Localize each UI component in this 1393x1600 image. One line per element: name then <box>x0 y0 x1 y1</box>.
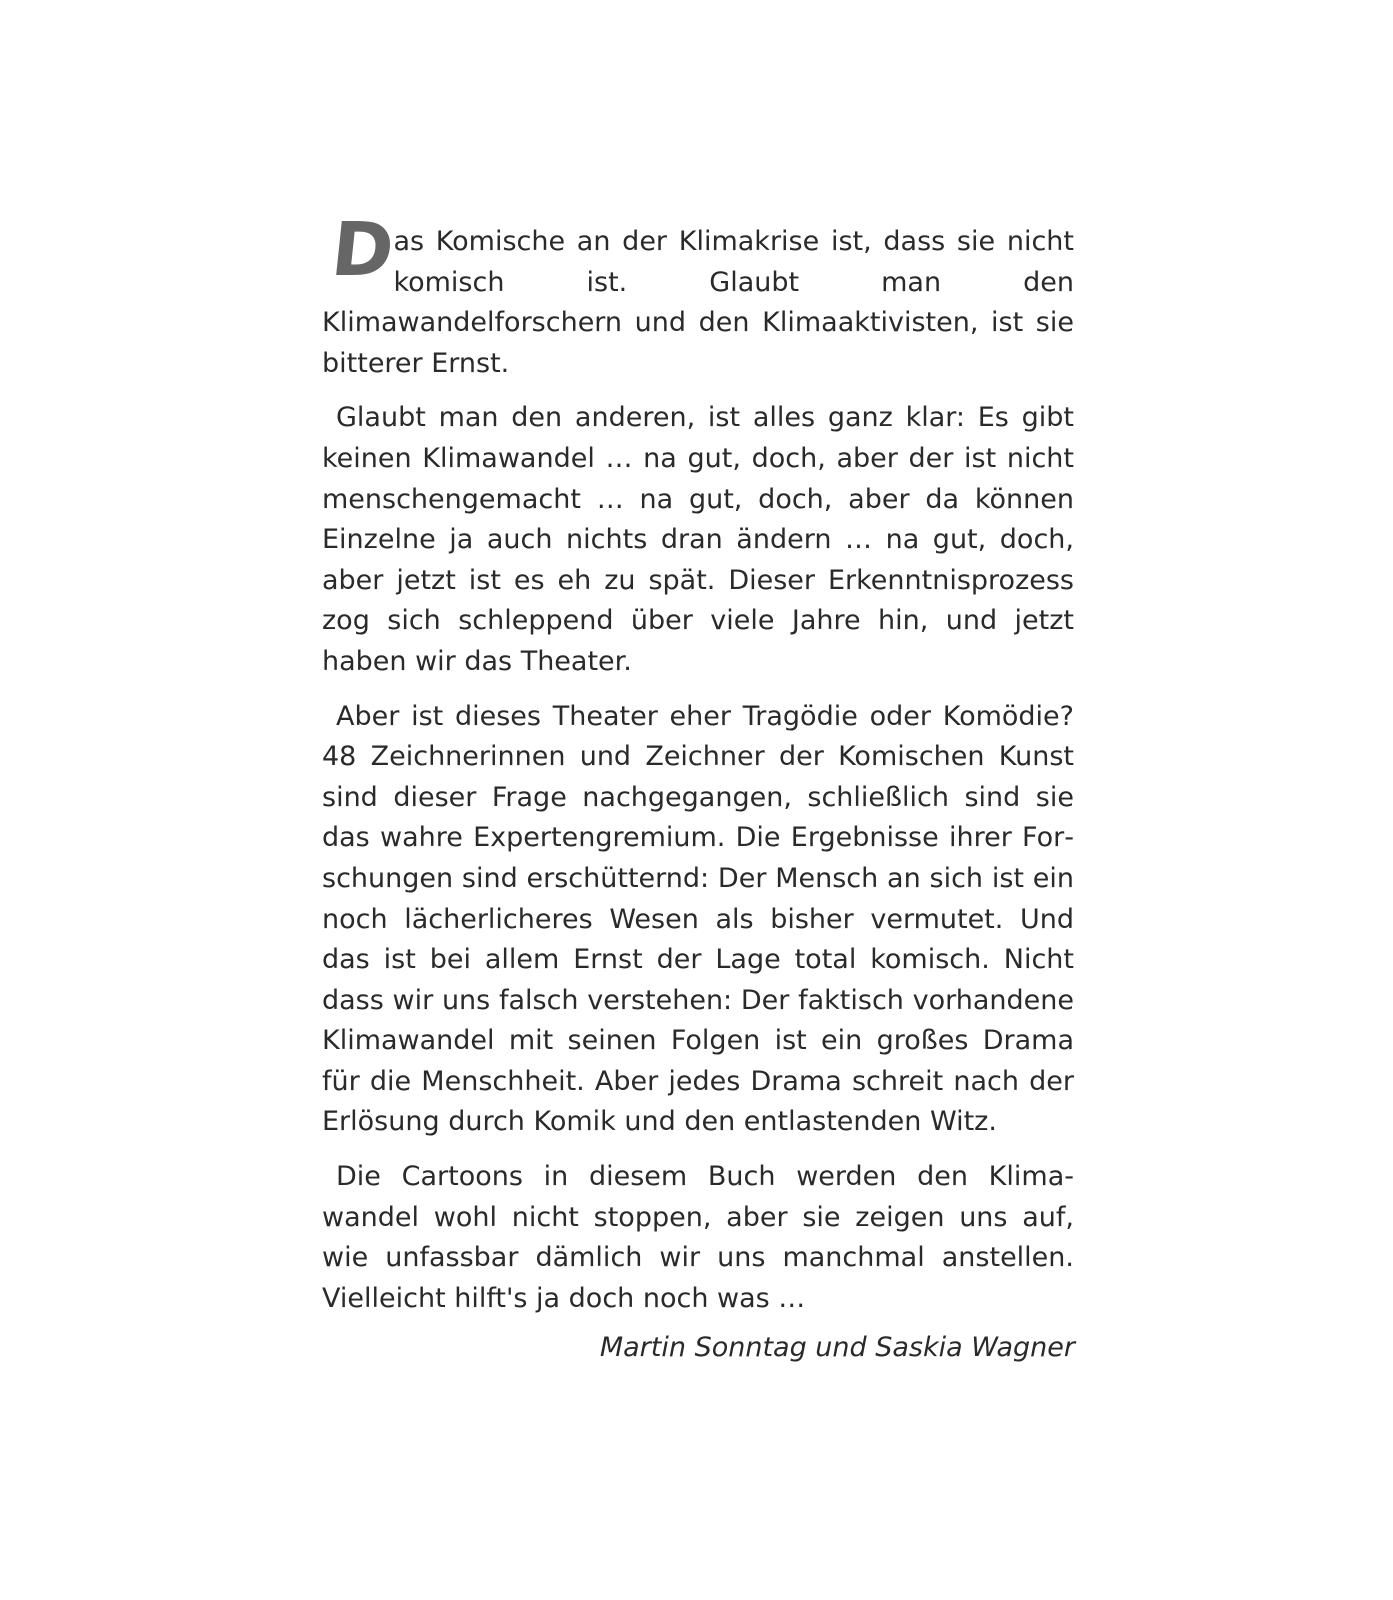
paragraph-3: Aber ist dieses Theater eher Tragödie oder Komödie? 48 Zeichnerinnen und Zeichner der Komischen Kunst sind dieser Frage nachgegangen, schließlich sind sie das wahre Expertengremium. Die Ergebnisse ihrer Forschungen sind erschütternd: Der Mensch an sich ist ein noch lächerlicheres Wesen als bisher vermutet. Und das ist bei allem Ernst der Lage total komisch. Nicht dass wir uns falsch verstehen: Der faktisch vorhandene Klimawandel mit seinen Folgen ist ein großes Drama für die Menschheit. Aber jedes Drama schreit nach der Erlösung durch Komik und den entlastenden Witz. <box>322 700 1074 1138</box>
paragraph-4: Die Cartoons in diesem Buch werden den Klimawandel wohl nicht stoppen, aber sie zeigen uns auf, wie unfassbar dämlich wir uns manchmal anstellen. Vielleicht hilft's ja doch noch was … <box>322 1161 1074 1314</box>
paragraph-1 <box>322 207 1074 384</box>
paragraph-1-text: as Komische an der Klimakrise ist, dass sie nicht komisch ist. Glaubt man den Klimawandelforschern und den Klimaaktivisten, ist sie bitterer Ernst. <box>322 226 1074 379</box>
drop-cap-letter: D <box>327 207 396 293</box>
intro-text <box>322 207 1074 1333</box>
paragraph-2: Glaubt man den anderen, ist alles ganz klar: Es gibt keinen Klimawandel … na gut, doch, aber der ist nicht menschengemacht … na gut, doch, aber da können Einzelne ja auch nichts dran ändern … na gut, doch, aber jetzt ist es eh zu spät. Dieser Erkenntnisprozess zog sich schleppend über viele Jahre hin, und jetzt haben wir das Theater. <box>322 402 1074 677</box>
author-signature: Martin Sonntag und Saskia Wagner <box>599 1332 1075 1363</box>
